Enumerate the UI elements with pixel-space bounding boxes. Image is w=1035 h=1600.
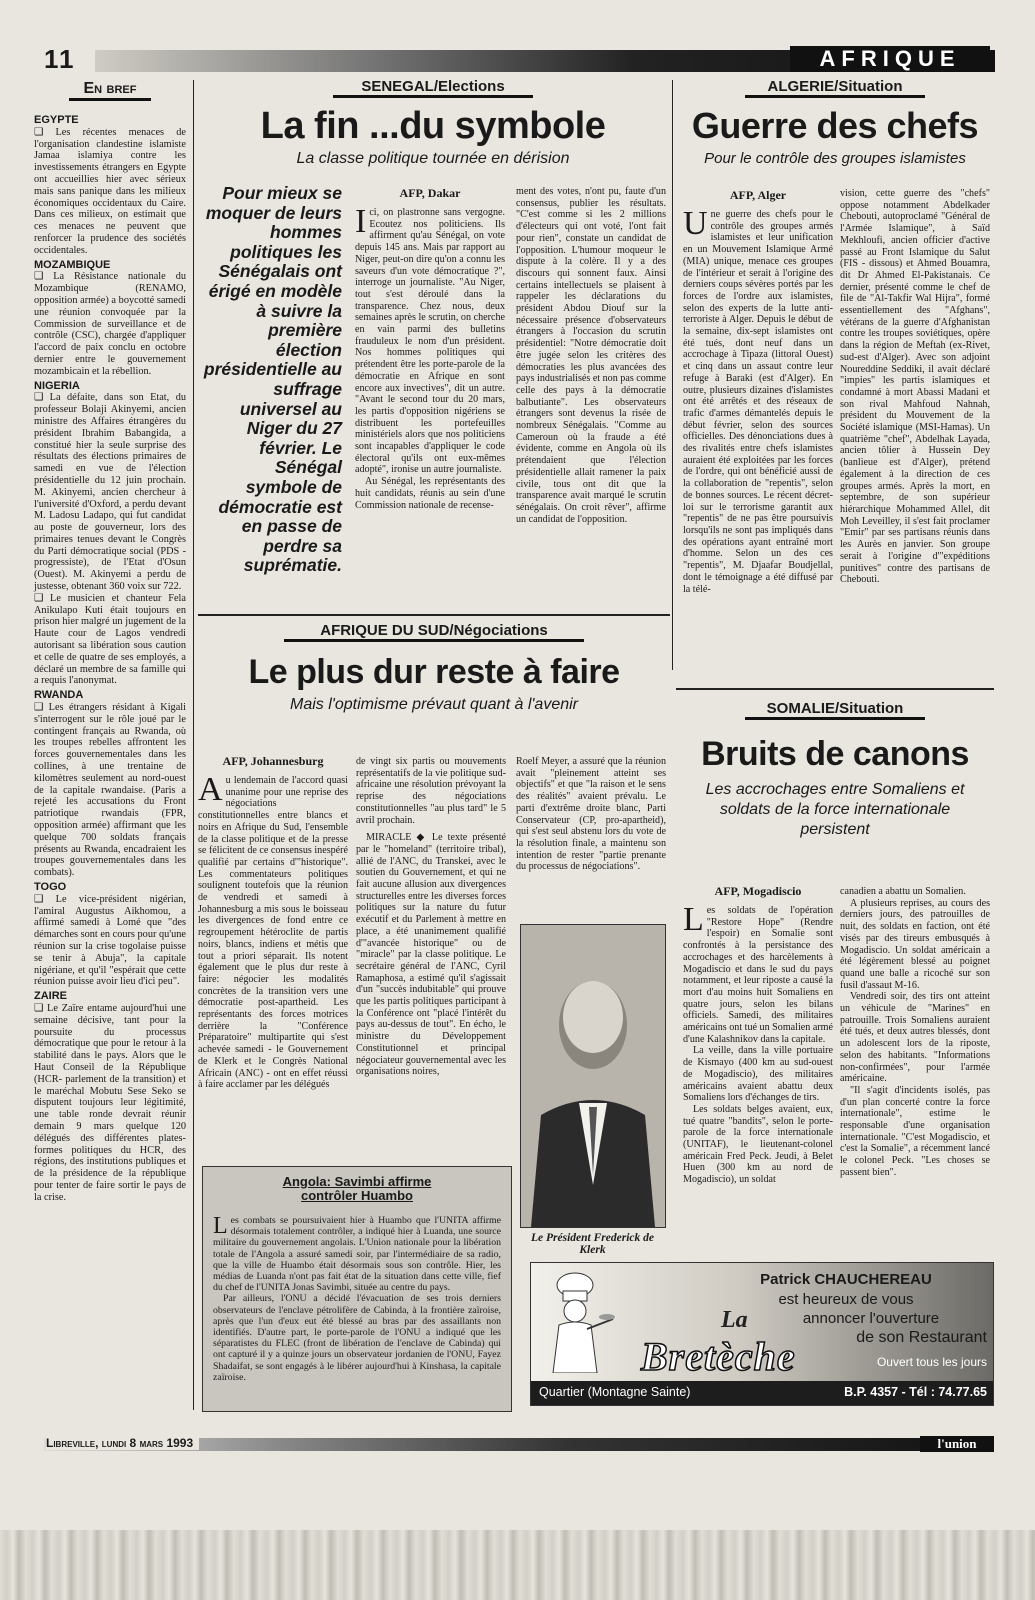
algerie-body-col2: vision, cette guerre des "chefs" oppose notamment Abdelkader Chebouti, autoproclamé "Général de l'Armée Islamique", à Saïd Mekhloufi, ancien officier d'active passé au Front Islamique du Salut (FIS - dissous) et Ahmed Bouamra, dit Dr Ahmed El-Pakistanais. Ce dernier, présenté comme le chef de file de "Al-Takfir Wal Hijra", formé essentiellement des "Afghans", vétérans de la guerre d'Afghanistan contre les troupes soviétiques, opère dans la région de Meftah (ex-Rivet, sud-est d'Alger). Avec son adjoint Noureddine Seddiki, il avait déclaré "impies" les partis islamiques et condamné à mort Abassi Madani et son rival Mahfoud Nahnah, président du Mouvement de la Société islamique (MSI-Hamas). Un quatrième "chef", Abdelhak Layada, ancien tôlier à Hussein Dey (banlieue est d'Alger), prétend également à la direction de ces groupes armés. Après la mort, en septembre, de son supérieur hiérarchique Mohammed Allel, dit Moh Leveilley, il s'est fait proclamer "Emir" par ses partisans réunis dans les Aurès en janvier. Son groupe serait à l'origine d'"expéditions punitives" contre des partisans de Chebouti. bbox=[840, 188, 990, 586]
senegal-body-col1 bbox=[355, 186, 505, 511]
senegal-kicker: SENEGAL/Elections bbox=[333, 78, 533, 98]
drop-cap: L bbox=[683, 901, 704, 938]
somalie-headline: Bruits de canons bbox=[701, 735, 969, 773]
en-bref-title: En bref bbox=[69, 80, 151, 101]
en-bref-list bbox=[34, 115, 186, 1204]
algerie-subhead: Pour le contrôle des groupes islamistes bbox=[704, 150, 966, 167]
chef-icon bbox=[537, 1269, 615, 1373]
senegal-article bbox=[198, 78, 668, 168]
ad-logo-small: La bbox=[721, 1307, 748, 1333]
senegal-headline: La fin ...du symbole bbox=[260, 105, 606, 147]
angola-text-1: es combats se poursuivaient hier à Huambo que l'UNITA affirme désormais totalement contrôler, a indiqué hier à Luanda, une source militaire du gouvernement angolais. L'Union nationale pour la libération totale de l'Angola a assuré samedi soir, par l'intermédiaire de sa radio, que la ville de Huambo était désormais sous son contrôle. Hier, les médias de Luanda n'ont pas fait état de la situation dans cette ville, fief du chef de l'UNITA Jonas Savimbi, située au centre du pays. bbox=[213, 1215, 501, 1294]
senegal-subhead: La classe politique tournée en dérision bbox=[296, 150, 570, 167]
somalie-byline: AFP, Mogadiscio bbox=[714, 884, 802, 898]
angola-text-2: Par ailleurs, l'ONU a décidé l'évacuation de ses trois derniers observateurs de l'enclave pétrolifère de Cabinda, à la frontière zaïroise, après que l'un d'eux eut été blessé au bras par des assaillants non identifiés. D'autre part, le porte-parole de l'ONU a indiqué que les séparatistes du FLEC (front de libération de l'enclave de Cabinda) qui ont capturé il y a quinze jours un observateur jordanien de l'ONU, Fayez Shadaifat, se sont engagés à le libérer aujourd'hui à Kinshasa, la capitale zaïroise. bbox=[213, 1293, 501, 1383]
brief-text: ❑ Les récentes menaces de l'organisation clandestine islamiste Jamaa islamiya contre les investissements étrangers en Egypte ont accueillies hier avec sérieux mais sans panique dans les milieux économiques occidentaux du Caire. Dans ces milieux, on estimait que ces menaces ne peuvent que renforcer la prudence des sociétés occidentales. bbox=[34, 126, 186, 256]
somalie-col1 bbox=[683, 884, 833, 1186]
ad-line-3: de son Restaurant bbox=[856, 1329, 987, 1346]
footer-paper: l'union bbox=[920, 1436, 994, 1452]
brief-country: NIGERIA bbox=[34, 379, 80, 392]
afrique-sud-headline: Le plus dur reste à faire bbox=[248, 653, 620, 691]
brief-text: ❑ Le Zaïre entame aujourd'hui une semaine décisive, tant pour la poursuite du processus démocratique que pour le retour à la stabilité dans le pays. Alors que le Haut Conseil de la République (HCR- parlement de la transition) et le maréchal Mobutu Sese Seko se disputent toujours leur légitimité, une table ronde devrait réunir demain 9 mars quelque 120 délégués des différentes plates-formes politiques du HCR, des régions, des institutions publiques et de la présidence de la république pour tenter de faire sortir le pays de la crise. bbox=[34, 1002, 186, 1203]
ad-address: Quartier (Montagne Sainte) bbox=[539, 1385, 691, 1399]
angola-headline: Angola: Savimbi affirme contrôler Huambo bbox=[282, 1174, 432, 1203]
brief-text: ❑ Les étrangers résidant à Kigali s'interrogent sur le rôle joué par le contingent français au Rwanda, où les troupes rebelles affrontent les forces gouvernementales dans les collines, à une trentaine de kilomètres seulement au nord-ouest de la capitale rwandaise. (Paris a rejeté les accusations du Front patriotique rwandais (FPR, opposition armée) affirmant que les quelque 700 soldats français présents au Rwanda, encadraient les troupes gouvernementales dans les combats). bbox=[34, 702, 186, 879]
afrique-sud-text-2: de vingt six partis ou mouvements représentatifs de la vie politique sud-africaine une résolution prévoyant la reprise des négociations constitutionnelles "au plus tard" le 5 avril prochain. bbox=[356, 756, 506, 826]
algerie-byline: AFP, Alger bbox=[729, 188, 787, 202]
somalie-col2 bbox=[840, 886, 990, 1179]
somalie-text-c: Les soldats belges avaient, eux, tué quatre "bandits", selon le porte-parole de la force internationale (UNITAF), le lieutenant-colonel américain Fred Peck. Jeudi, à Belet Huen (300 km au nord de Mogadiscio), un soldat bbox=[683, 1103, 833, 1186]
afrique-sud-col1 bbox=[198, 754, 348, 1091]
afrique-sud-text: u lendemain de l'accord quasi unanime pour une reprise des négociations constitutionnelles entre blancs et noirs en Afrique du Sud, l'ensemble de la classe politique et de la presse se félicitent de ce consensus inespéré qualifié par certains d'"historique". Les commentateurs politiques soulignent toutefois que la réunion de vendredi et samedi à Johannesburg a mis sous le boisseau les divergences de fond entre ce regroupement hétéroclite de partis noirs, blancs, indiens et métis que tout a priori séparait. Ils notent également que le plus dur reste à faire: négocier les modalités concrètes de la transition vers une démocratie post-apartheid. Les représentants des forces motrices derrière la "Conférence Préparatoire" multipartite qui s'est achevée samedi - le Gouvernement de Klerk et le Congrès National Africain (ANC) - ont en effet réussi à faire acclamer par les délégués bbox=[198, 775, 348, 1091]
somalie-kicker: SOMALIE/Situation bbox=[745, 700, 925, 720]
somalie-text: es soldats de l'opération "Restore Hope" (Rendre l'espoir) en Somalie sont confrontés à la persistance des accrochages et des harcèlements à Mogadiscio et dans le sud du pays notamment, et leur riposte a causé la mort d'au moins huit Somaliens en quatre jours, selon les bilans officiels. Samedi, des militaires américains ont tué un Somalien armé d'une Kalashnikov dans la capitale. bbox=[683, 905, 833, 1045]
ad-logo: Bretèche bbox=[641, 1334, 796, 1379]
algerie-kicker: ALGERIE/Situation bbox=[745, 78, 925, 98]
algerie-article bbox=[676, 78, 994, 167]
ad-line-2: annoncer l'ouverture bbox=[802, 1310, 940, 1327]
photo-caption: Le Président Frederick de Klerk bbox=[531, 1232, 654, 1256]
senegal-byline: AFP, Dakar bbox=[399, 186, 461, 200]
somalie-text-1 bbox=[683, 901, 833, 1186]
section-rule bbox=[198, 614, 670, 616]
column-divider bbox=[193, 80, 194, 1410]
afrique-sud-col3: Roelf Meyer, a assuré que la réunion avait "pleinement atteint ses objectifs" et que "la raison et le sens des réalités" avaient prévalu. Le parti d'extrême droite blanc, Parti Conservateur (CP, pro-apartheid), qui s'est seul abstenu lors du vote de la résolution finale, a maintenu son intention de rester "partie prenante du processus de négociations". bbox=[516, 756, 666, 873]
senegal-text-b: Au Sénégal, les représentants des huit candidats, réunis au sein d'une Commission nationale de recense- bbox=[355, 476, 505, 511]
senegal-text: ci, on plastronne sans vergogne. Ecoutez nos politiciens. Ils affirment qu'au Sénégal, on vote depuis 145 ans. Mais par rapport au Niger, peut-on dire qu'on a connu les saveurs d'un vote démocratique ?", interroge un journaliste. "Au Niger, tout s'est déroulé dans la transparence. Chez nous, deux semaines après le scrutin, on cherche en vain parmi des bulletins frauduleux le nom d'un président. Nos hommes politiques qui prétendent être les porte-parole de la démocratie en Afrique en sont encore aux invectives", dit un autre. "Avant le second tour du 20 mars, les partis d'opposition nigériens se distribuent les portefeuilles ministériels alors que nos politiciens sont incapables d'appliquer le code électoral qu'ils ont eux-mêmes adopté", ironise un autre journaliste. bbox=[355, 207, 505, 476]
angola-text bbox=[203, 1215, 511, 1383]
somalie-text-2b: A plusieurs reprises, au cours des derniers jours, des patrouilles de nuit, des soldats en faction, ont été visés par des tireurs embusqués à Mogadiscio. Un soldat américain a été légèrement blessé au poignet quand une balle a ricoché sur son fusil d'assaut M-16. bbox=[840, 897, 990, 991]
brief-country: MOZAMBIQUE bbox=[34, 258, 111, 271]
brief-country: TOGO bbox=[34, 881, 67, 893]
brief-text: ❑ La Résistance nationale du Mozambique (RENAMO, opposition armée) a boycotté samedi une réunion convoquée par la Commission de surveillance et de contrôle (CSC), chargée d'appliquer l'accord de paix conclu en octobre dernier entre le gouvernement mozambicain et la rébellion. bbox=[34, 271, 186, 377]
brief-text: ❑ La défaite, dans son Etat, du professeur Bolaji Akinyemi, ancien ministre des Affaires étrangères du président Ibrahim Babangida, a constitué hier la seule surprise des résultats des élections primaires de samedi en vue de l'élection présidentielle du 12 juin prochain. M. Akinyemi, ancien chercheur à l'université d'Oxford, a perdu devant M. Ladosu Ladapo, qui fut candidat au poste de gouverneur, lors des primaires tenues devant le Congrès du Parti démocratique social (PDS - progressiste), de l'Etat d'Osun (Ouest). M. Akinyemi a perdu de justesse, obtenant 360 voix sur 722. bbox=[34, 392, 186, 593]
afrique-sud-text-2b: MIRACLE ◆ Le texte présenté par le "homeland" (territoire tribal), allié de l'ANC, du Transkei, avec le soutien du Gouvernement, et qui ne fait aucune allusion aux divergences structurelles entre les diverses forces politiques sur la nature du futur exécutif et du Parlement à mettre en place, a été unanimement qualifié d'"avancée historique" ou de "miracle" par la classe politique. Le secrétaire général de l'ANC, Cyril Ramaphosa, a estimé qu'il s'agissait d'un "succès indubitable" qui prouve que les partis politiques participant à la Conférence ont "placé l'intérêt du pays au-dessus de tout". En écho, le ministre du Développement Constitutionnel et principal négociateur gouvernemental avec les organisations noires, bbox=[356, 832, 506, 1078]
footer-dateline: Libreville, lundi 8 mars 1993 bbox=[46, 1436, 199, 1450]
afrique-sud-kicker: AFRIQUE DU SUD/Négociations bbox=[284, 622, 584, 642]
afrique-sud-text-1 bbox=[198, 771, 348, 1091]
brief-country: RWANDA bbox=[34, 689, 84, 702]
senegal-chapo: Pour mieux se moquer de leurs hommes politiques les Sénégalais ont érigé en modèle à suivre la première élection présidentielle au suffrage universel au Niger du 27 février. Le Sénégal symbole de démocratie est en passe de perdre sa suprématie. bbox=[203, 183, 342, 576]
en-bref-column bbox=[34, 80, 186, 1204]
brief-country: EGYPTE bbox=[34, 114, 79, 126]
drop-cap: I bbox=[355, 203, 367, 240]
drop-cap: L bbox=[213, 1213, 228, 1239]
drop-cap: U bbox=[683, 205, 708, 242]
angola-box bbox=[202, 1166, 512, 1412]
restaurant-ad bbox=[530, 1262, 994, 1406]
brief-text: ❑ Le musicien et chanteur Fela Anikulapo Kuti était toujours en prison hier malgré un jugement de la Haute cour de Lagos vendredi autorisant sa libération sous caution et celle de quatre de ses employés, a déclaré un membre de sa famille qui a requis l'anonymat. bbox=[34, 592, 186, 687]
brief-country: ZAIRE bbox=[34, 990, 67, 1003]
ad-line-1: est heureux de vous bbox=[778, 1291, 914, 1308]
senegal-body-col2: ment des votes, n'ont pu, faute d'un consensus, publier les résultats. "C'est comme si les 2 millions d'électeurs qui ont voté, l'ont fait pour rien", constate un candidat de l'opposition. L'humour moqueur le dispute à la colère. Il y a des discours qui sonnent faux. Ainsi certains intellectuels se plaisent à rappeler les déclarations du président Abdou Diouf sur la nécessaire présence d'observateurs étrangers à l'occasion du scrutin présidentiel: "Notre démocratie doit être jugée selon les critères des démocraties les plus avancées des pays industrialisés et non pas comme celle des pays à la démocratie balbutiante". Les observateurs étrangers sont devenus la risée de nombreux Sénégalais. "Comme au Cameroun où la fraude a été évidente, comme en Angola où ils prétendaient que l'élection présidentielle allait ramener la paix civile, tous ont dit que la transparence avait marqué le scrutin sénégalais. On croit rêver", affirme un candidat de l'opposition. bbox=[516, 186, 666, 525]
portrait-icon bbox=[521, 925, 665, 1227]
senegal-text-1 bbox=[355, 203, 505, 511]
column-divider bbox=[672, 80, 673, 670]
afrique-sud-subhead: Mais l'optimisme prévaut quant à l'avenir bbox=[289, 696, 578, 713]
ad-hours: Ouvert tous les jours bbox=[876, 1355, 987, 1369]
somalie-text-2d: "Il s'agit d'incidents isolés, pas d'un plan concerté contre la force internationale", estime le responsable d'une organisation internationale. "C'est Mogadiscio, et c'est la Somalie", a récemment lancé le colonel Peck. "Les choses se passent bien". bbox=[840, 1084, 990, 1178]
algerie-text: ne guerre des chefs pour le contrôle des groupes armés islamistes et leur unification en un Mouvement Islamique Armé (MIA) unique, menace ces groupes de l'intérieur et serait à l'origine des derniers coups sévères portés par les forces de l'ordre aux islamistes, selon des experts de la lutte anti-terroriste à Alger. Depuis le début de la semaine, dix-sept islamistes ont été tués, dont neuf dans un accrochage à Tipaza (littoral Ouest) et cinq dans un assaut contre leur refuge à Baraki (est d'Alger). En outre, plusieurs dizaines d'islamistes ont été arrêtés et des réseaux de trafic d'armes démantelés depuis le début février, selon des sources officielles. Des dénonciations dues à des rivalités entre chefs islamistes auraient été exploitées par les forces de l'ordre, qui ont bénéficié aussi de la collaboration de "repentis", selon de bonnes sources. Le récent décret-loi sur le terrorisme garantit aux "repentis" de ne pas être poursuivis lorsqu'ils ne sont pas impliqués dans des opérations ayant entraîné mort d'homme. Selon un des ces "repentis", M. Djaafar Boudjellal, dont le témoignage a été diffusé par la télé- bbox=[683, 209, 833, 595]
afrique-sud-col2 bbox=[356, 756, 506, 1078]
afrique-sud-article bbox=[198, 622, 670, 714]
ad-name: Patrick CHAUCHEREAU bbox=[760, 1271, 932, 1288]
somalie-text-2: canadien a abattu un Somalien. bbox=[840, 886, 966, 897]
somalie-article bbox=[676, 700, 994, 840]
somalie-text-2c: Vendredi soir, des tirs ont atteint un véhicule de "Marines" en patrouille. Trois Somaliens auraient été tués, et deux autres blessés, dont un adolescent lors de la riposte, selon des habitants. "Informations non-confirmées", pour l'armée américaine. bbox=[840, 991, 990, 1085]
section-rule bbox=[676, 688, 994, 690]
somalie-subhead: Les accrochages entre Somaliens et soldats de la force internationale persistent bbox=[705, 781, 965, 838]
section-title: AFRIQUE bbox=[790, 46, 990, 72]
brief-text: ❑ Le vice-président nigérian, l'amiral Augustus Aikhomou, a affirmé samedi à Lomé que "des démarches sont en cours pour qu'une réunion sur la crise togolaise puisse se tenir à Abuja", la capitale nigériane, et qu'il "espérait que cette réunion puisse avoir lieu d'ici peu". bbox=[34, 893, 186, 988]
de-klerk-photo bbox=[520, 924, 666, 1228]
algerie-body-col1 bbox=[683, 188, 833, 595]
algerie-text-1 bbox=[683, 205, 833, 595]
somalie-text-b: La veille, dans la ville portuaire de Kismayo (400 km au sud-ouest de Mogadiscio), des militaires américains avaient abattu deux Somaliens lors d'échanges de tirs. bbox=[683, 1045, 833, 1104]
algerie-headline: Guerre des chefs bbox=[691, 105, 979, 146]
drop-cap: A bbox=[198, 771, 223, 808]
ad-contact: B.P. 4357 - Tél : 74.77.65 bbox=[844, 1385, 987, 1399]
page-number: 11 bbox=[44, 44, 76, 74]
scan-margin bbox=[0, 1530, 1035, 1600]
afrique-sud-byline: AFP, Johannesburg bbox=[222, 754, 324, 768]
